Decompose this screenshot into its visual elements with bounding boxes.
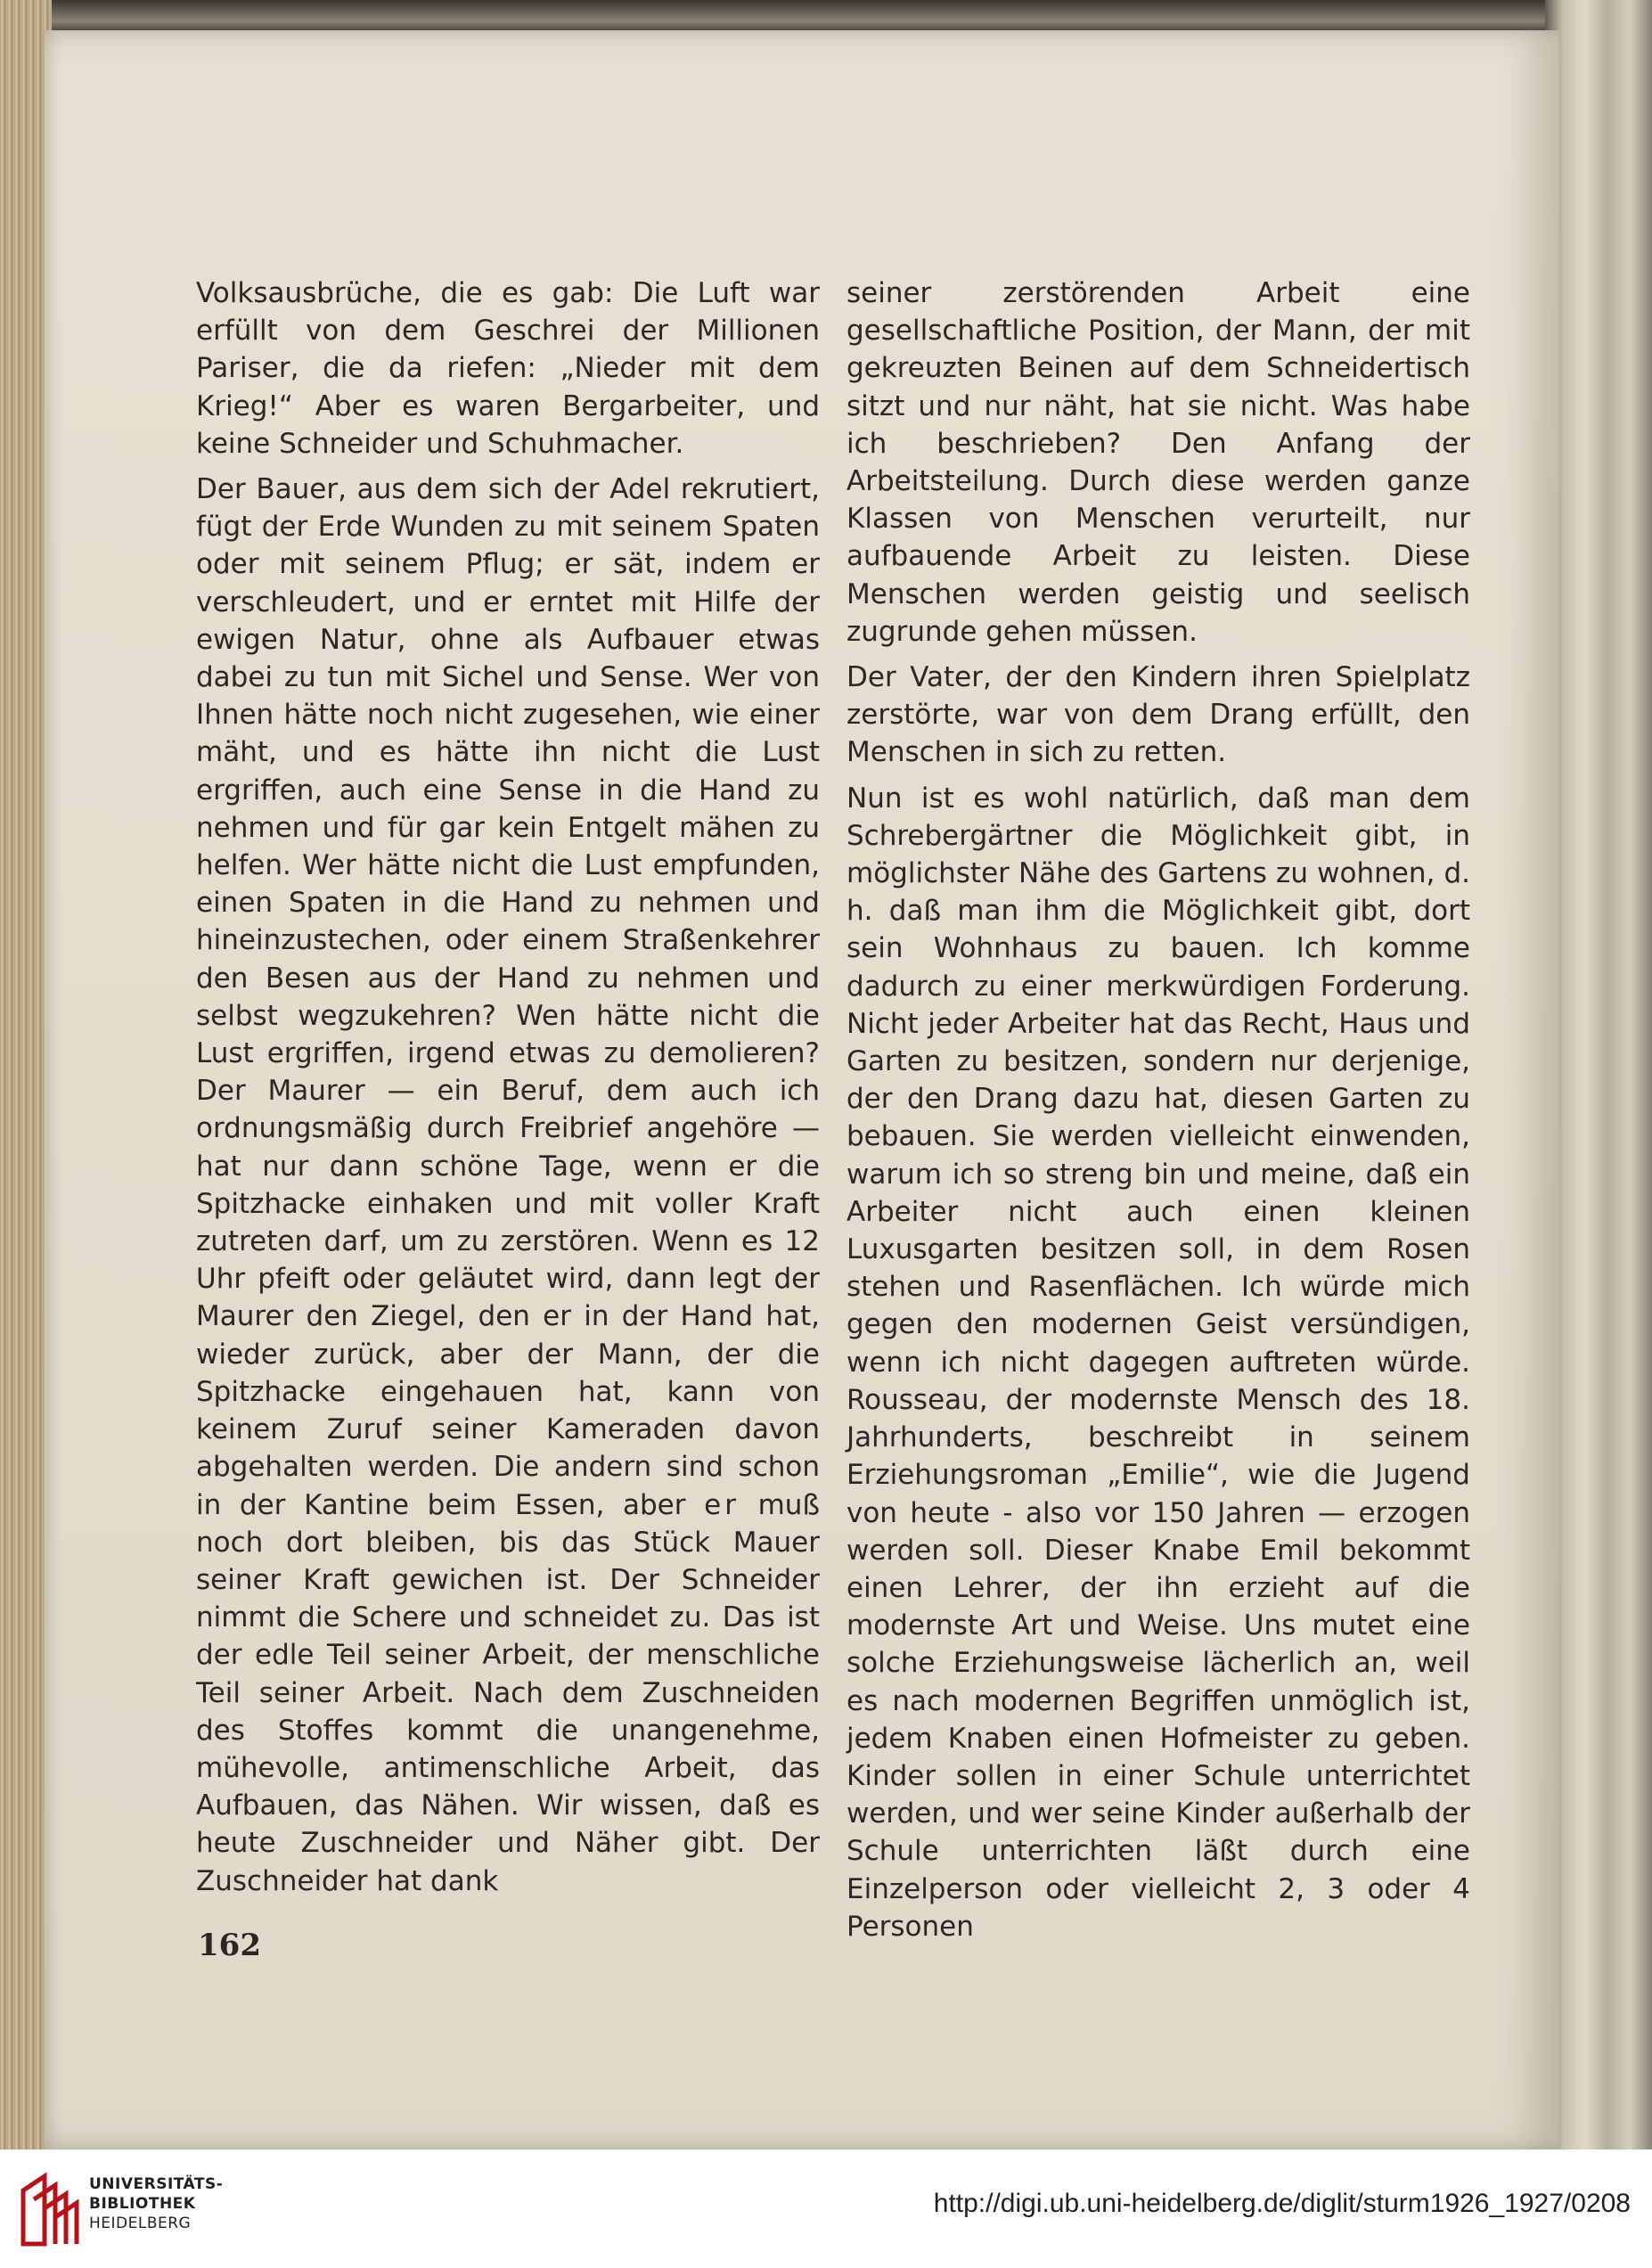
text-column-left	[196, 274, 820, 1908]
library-name	[89, 2174, 223, 2233]
library-name-line: HEIDELBERG	[89, 2215, 192, 2232]
paragraph-text: muß noch dort bleiben, bis das Stück Mauer seiner Kraft gewichen ist. Der Schneider nimmt die Schere und schneidet zu. Das ist der edle Teil seiner Arbeit, der menschliche Teil seiner Arbeit. Nach dem Zuschneiden des Stoffes kommt die unangenehme, mühevolle, antimenschliche Arbeit, das Aufbauen, das Nähen. Wir wissen, daß es heute Zuschneider und Näher gibt. Der Zuschneider hat dank	[196, 1488, 820, 1897]
source-url[interactable]: http://digi.ub.uni-heidelberg.de/diglit/sturm1926_1927/0208	[933, 2189, 1631, 2218]
text-column-right	[846, 274, 1470, 1953]
paragraph-text: Der Bauer, aus dem sich der Adel rekrutiert, fügt der Erde Wunden zu mit seinem Spaten oder mit seinem Pflug; er sät, indem er verschleudert, und er erntet mit Hilfe der ewigen Natur, ohne als Aufbauer etwas dabei zu tun mit Sichel und Sense. Wer von Ihnen hätte noch nicht zugesehen, wie einer mäht, und es hätte ihn nicht die Lust ergriffen, auch eine Sense in die Hand zu nehmen und für gar kein Entgelt mähen zu helfen. Wer hätte nicht die Lust empfunden, einen Spaten in die Hand zu nehmen und hineinzustechen, oder einem Straßenkehrer den Besen aus der Hand zu nehmen und selbst wegzukehren? Wen hätte nicht die Lust ergriffen, irgend etwas zu demolieren? Der Maurer — ein Beruf, dem auch ich ordnungsmäßig durch Freibrief angehöre — hat nur dann schöne Tage, wenn er die Spitzhacke einhaken und mit voller Kraft zutreten darf, um zu zerstören. Wenn es 12 Uhr pfeift oder geläutet wird, dann legt der Maurer den Ziegel, den er in der Hand hat, wieder zurück, aber der Mann, der die Spitzhacke eingehauen hat, kann von keinem Zuruf seiner Kameraden davon abgehalten werden. Die andern sind schon in der Kantine beim Essen, aber	[196, 473, 820, 1521]
library-name-line: UNIVERSITÄTS-	[89, 2175, 224, 2193]
library-logo-icon	[20, 2169, 80, 2248]
paragraph: Der Vater, der den Kindern ihren Spielplatz zerstörte, war von dem Drang erfüllt, den Menschen in sich zu retten.	[846, 661, 1470, 769]
book-edge-right	[1545, 0, 1652, 2149]
paragraph	[196, 471, 820, 1900]
page-number: 162	[198, 1928, 261, 1963]
emphasized-word: er	[704, 1488, 740, 1521]
paragraph: seiner zerstörenden Arbeit eine gesellschaftliche Position, der Mann, der mit gekreuzten Beinen auf dem Schneidertisch sitzt und nur näht, hat sie nicht. Was habe ich beschrieben? Den Anfang der Arbeitsteilung. Durch diese werden ganze Klassen von Menschen verurteilt, nur aufbauende Arbeit zu leisten. Diese Menschen werden geistig und seelisch zugrunde gehen müssen.	[846, 277, 1470, 648]
paragraph: Nun ist es wohl natürlich, daß man dem Schrebergärtner die Möglichkeit gibt, in möglichster Nähe des Gartens zu wohnen, d. h. daß man ihm die Möglichkeit gibt, dort sein Wohnhaus zu bauen. Ich komme dadurch zu einer merkwürdigen Forderung. Nicht jeder Arbeiter hat das Recht, Haus und Garten zu besitzen, sondern nur derjenige, der den Drang dazu hat, diesen Garten zu bebauen. Sie werden vielleicht einwenden, warum ich so streng bin und meine, daß ein Arbeiter nicht auch einen kleinen Luxusgarten besitzen soll, in dem Rosen stehen und Rasenflächen. Ich würde mich gegen den modernen Geist versündigen, wenn ich nicht dagegen auftreten würde. Rousseau, der modernste Mensch des 18. Jahrhunderts, beschreibt in seinem Erziehungsroman „Emilie“, wie die Jugend von heute - also vor 150 Jahren — erzogen werden soll. Dieser Knabe Emil bekommt einen Lehrer, der ihn erzieht auf die modernste Art und Weise. Uns mutet eine solche Erziehungsweise lächerlich an, weil es nach modernen Begriffen unmöglich ist, jedem Knaben einen Hofmeister zu geben. Kinder sollen in einer Schule unterrichtet werden, und wer seine Kinder außerhalb der Schule unterrichten läßt durch eine Einzelperson oder vielleicht 2, 3 oder 4 Personen	[846, 782, 1470, 1943]
paragraph: Volksausbrüche, die es gab: Die Luft war erfüllt von dem Geschrei der Millionen Pariser, die da riefen: „Nieder mit dem Krieg!“ Aber es waren Bergarbeiter, und keine Schneider und Schuhmacher.	[196, 277, 820, 460]
library-name-line: BIBLIOTHEK	[89, 2195, 196, 2213]
footer-bar	[0, 2149, 1652, 2268]
